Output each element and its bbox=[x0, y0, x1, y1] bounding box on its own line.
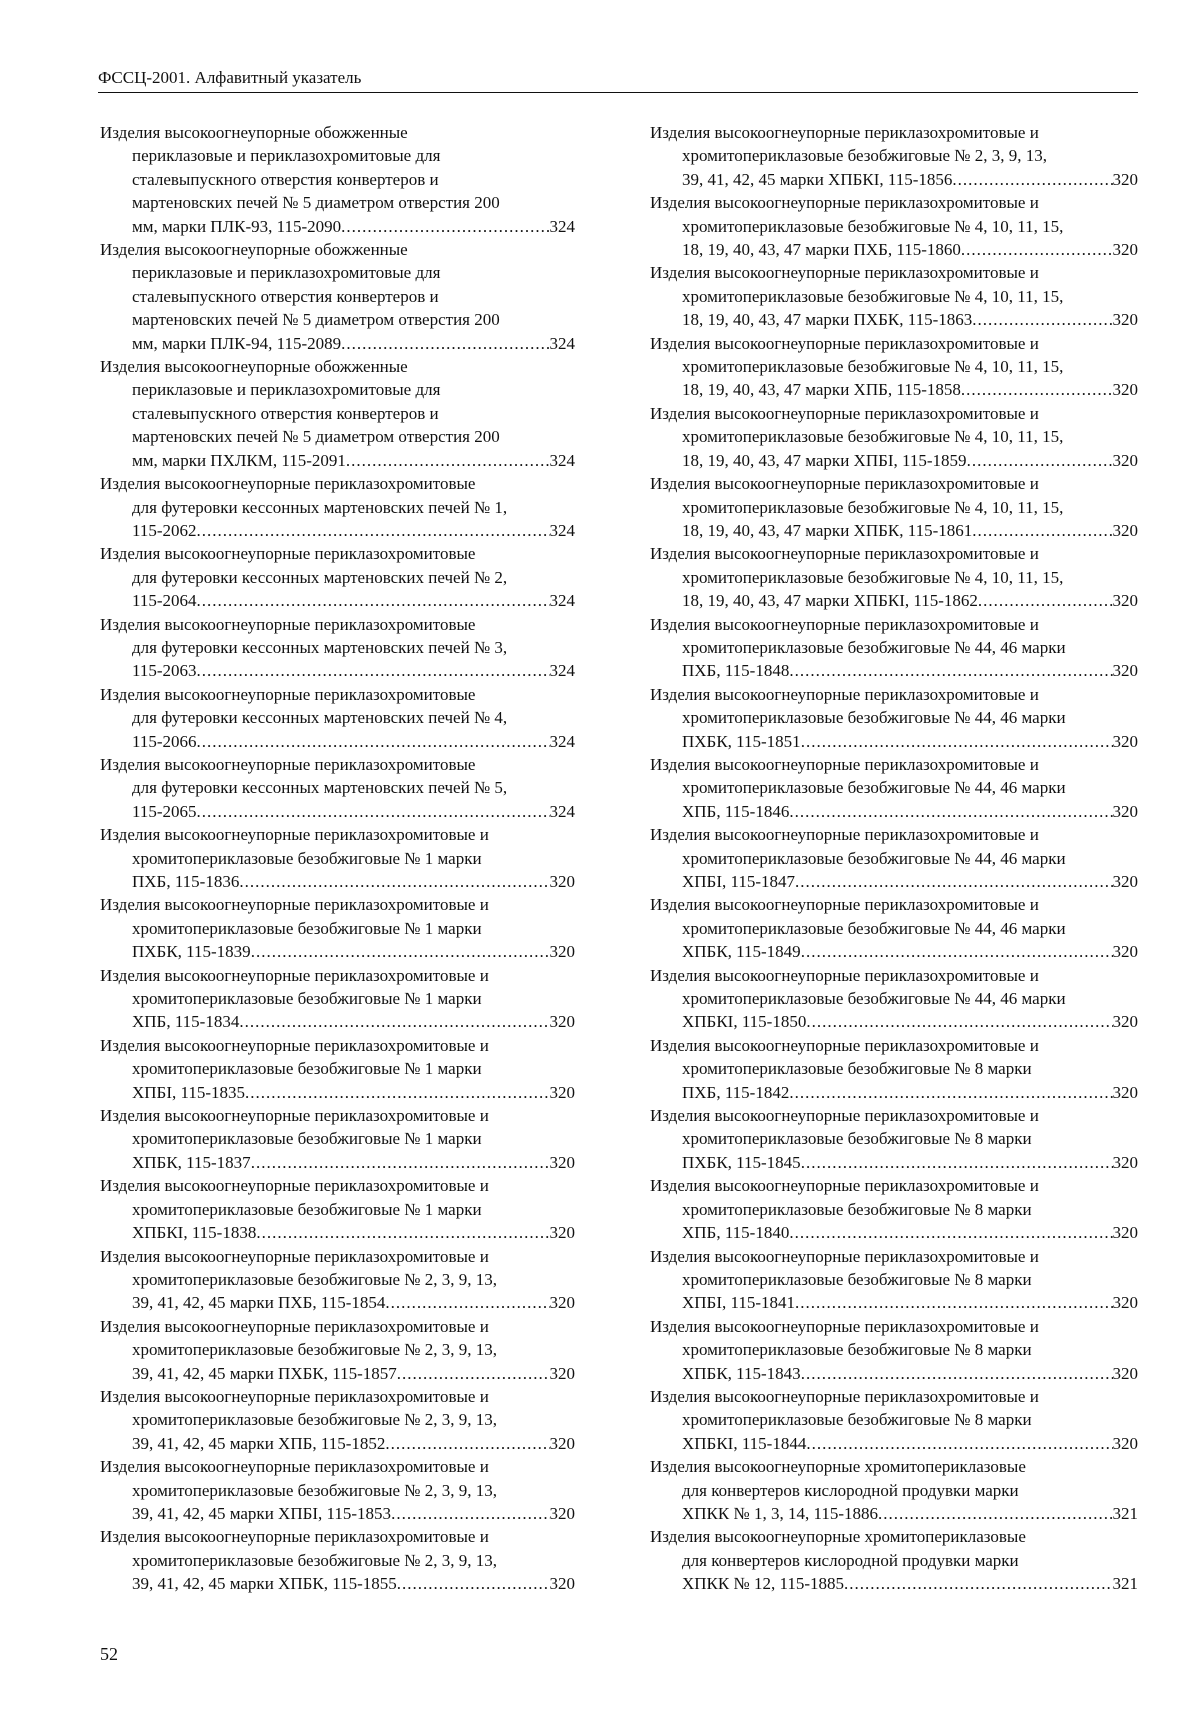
index-entry bbox=[100, 1315, 575, 1385]
entry-reference-line bbox=[650, 1221, 1138, 1244]
index-entry bbox=[100, 1034, 575, 1104]
index-entry bbox=[650, 613, 1138, 683]
dot-leader bbox=[972, 519, 1112, 542]
entry-continuation-line: сталевыпускного отверстия конвертеров и bbox=[132, 286, 439, 306]
index-entry bbox=[100, 1245, 575, 1315]
entry-reference-line bbox=[100, 940, 575, 963]
entry-continuation-line: периклазовые и периклазохромитовые для bbox=[132, 380, 441, 400]
index-entry bbox=[650, 402, 1138, 472]
index-entry bbox=[100, 1525, 575, 1595]
index-entry bbox=[650, 753, 1138, 823]
entry-heading-line: Изделия высокоогнеупорные периклазохромитовые и bbox=[650, 895, 1039, 915]
entry-heading-line: Изделия высокоогнеупорные обожженные bbox=[100, 240, 408, 260]
entry-page-number: 324 bbox=[549, 216, 575, 236]
entry-continuation-line: хромитопериклазовые безобжиговые № 8 марки bbox=[682, 1410, 1032, 1430]
entry-reference-code: ПХБ, 115-1836 bbox=[132, 872, 240, 891]
index-entry bbox=[100, 964, 575, 1034]
entry-reference-code: мм, марки ПЛК-93, 115-2090 bbox=[132, 216, 342, 236]
dot-leader bbox=[801, 940, 1113, 963]
entry-page-number: 320 bbox=[1112, 872, 1138, 891]
entry-continuation-line: хромитопериклазовые безобжиговые № 4, 10, 11, 15, bbox=[682, 216, 1064, 236]
index-entry bbox=[650, 1104, 1138, 1174]
entry-reference-line bbox=[650, 1151, 1138, 1174]
entry-heading-line: Изделия высокоогнеупорные периклазохромитовые и bbox=[650, 1386, 1039, 1406]
index-entry bbox=[100, 1104, 575, 1174]
running-header: ФССЦ-2001. Алфавитный указатель bbox=[98, 68, 362, 87]
entry-page-number: 320 bbox=[1112, 380, 1138, 400]
entry-page-number: 320 bbox=[1112, 1223, 1138, 1243]
entry-reference-code: ПХБК, 115-1851 bbox=[682, 731, 801, 751]
entry-heading-line: Изделия высокоогнеупорные периклазохромитовые и bbox=[650, 1246, 1039, 1266]
dot-leader bbox=[878, 1502, 1113, 1525]
index-entry bbox=[100, 542, 575, 612]
entry-reference-code: 39, 41, 42, 45 марки ХПБІ, 115-1853 bbox=[132, 1503, 392, 1523]
entry-page-number: 320 bbox=[549, 1152, 575, 1172]
entry-continuation-line: хромитопериклазовые безобжиговые № 8 марки bbox=[682, 1340, 1032, 1360]
entry-heading-line: Изделия высокоогнеупорные хромитопериклазовые bbox=[650, 1527, 1026, 1547]
entry-page-number: 324 bbox=[549, 520, 575, 540]
entry-heading-line: Изделия высокоогнеупорные периклазохромитовые и bbox=[100, 1035, 489, 1055]
entry-continuation-line: хромитопериклазовые безобжиговые № 1 марки bbox=[132, 848, 482, 868]
entry-heading-line: Изделия высокоогнеупорные периклазохромитовые и bbox=[650, 193, 1039, 213]
entry-reference-line bbox=[100, 1221, 575, 1244]
dot-leader bbox=[801, 1362, 1113, 1385]
index-entry bbox=[100, 753, 575, 823]
dot-leader bbox=[789, 1081, 1112, 1104]
entry-reference-line bbox=[100, 800, 575, 823]
entry-page-number: 321 bbox=[1112, 1503, 1138, 1523]
index-entry bbox=[650, 1455, 1138, 1525]
entry-reference-code: ХПБКІ, 115-1844 bbox=[682, 1433, 807, 1453]
entry-continuation-line: хромитопериклазовые безобжиговые № 44, 46 марки bbox=[682, 848, 1066, 868]
entry-page-number: 320 bbox=[549, 1503, 575, 1523]
entry-reference-line bbox=[650, 238, 1138, 261]
dot-leader bbox=[801, 730, 1113, 753]
entry-reference-code: ХПБ, 115-1846 bbox=[682, 801, 790, 821]
entry-reference-line bbox=[650, 589, 1138, 612]
dot-leader bbox=[795, 870, 1112, 893]
entry-reference-code: 39, 41, 42, 45 марки ХПБК, 115-1855 bbox=[132, 1574, 397, 1594]
entry-continuation-line: хромитопериклазовые безобжиговые № 8 марки bbox=[682, 1199, 1032, 1219]
entry-reference-line bbox=[650, 730, 1138, 753]
dot-leader bbox=[256, 1221, 549, 1244]
entry-page-number: 324 bbox=[549, 801, 575, 821]
dot-leader bbox=[239, 870, 549, 893]
entry-continuation-line: хромитопериклазовые безобжиговые № 44, 46 марки bbox=[682, 637, 1066, 657]
entry-reference-code: ХПКК № 1, 3, 14, 115-1886 bbox=[682, 1503, 878, 1523]
entry-reference-code: ХПБ, 115-1834 bbox=[132, 1012, 240, 1032]
entry-reference-line bbox=[650, 1291, 1138, 1314]
dot-leader bbox=[972, 308, 1112, 331]
entry-page-number: 320 bbox=[1112, 1433, 1138, 1453]
entry-heading-line: Изделия высокоогнеупорные периклазохромитовые bbox=[100, 474, 476, 494]
index-entry bbox=[650, 893, 1138, 963]
entry-heading-line: Изделия высокоогнеупорные периклазохромитовые и bbox=[650, 684, 1039, 704]
entry-reference-line bbox=[650, 940, 1138, 963]
entry-reference-line bbox=[650, 1010, 1138, 1033]
entry-continuation-line: периклазовые и периклазохромитовые для bbox=[132, 263, 441, 283]
entry-reference-code: 115-2064 bbox=[132, 591, 197, 611]
dot-leader bbox=[789, 659, 1112, 682]
index-entry bbox=[650, 1385, 1138, 1455]
dot-leader bbox=[197, 519, 550, 542]
entry-continuation-line: мартеновских печей № 5 диаметром отверстия 200 bbox=[132, 427, 500, 447]
entry-heading-line: Изделия высокоогнеупорные периклазохромитовые и bbox=[100, 1246, 489, 1266]
entry-reference-line bbox=[100, 1081, 575, 1104]
entry-continuation-line: хромитопериклазовые безобжиговые № 44, 46 марки bbox=[682, 778, 1066, 798]
entry-page-number: 320 bbox=[1112, 450, 1138, 470]
dot-leader bbox=[844, 1572, 1113, 1595]
index-entry bbox=[650, 1245, 1138, 1315]
entry-heading-line: Изделия высокоогнеупорные периклазохромитовые и bbox=[100, 895, 489, 915]
entry-page-number: 320 bbox=[549, 1012, 575, 1032]
index-entry bbox=[650, 1315, 1138, 1385]
entry-reference-code: 115-2065 bbox=[132, 801, 197, 821]
dot-leader bbox=[801, 1151, 1113, 1174]
entry-heading-line: Изделия высокоогнеупорные периклазохромитовые bbox=[100, 684, 476, 704]
entry-continuation-line: хромитопериклазовые безобжиговые № 8 марки bbox=[682, 1269, 1032, 1289]
entry-heading-line: Изделия высокоогнеупорные периклазохромитовые и bbox=[650, 403, 1039, 423]
entry-continuation-line: сталевыпускного отверстия конвертеров и bbox=[132, 169, 439, 189]
dot-leader bbox=[385, 1432, 549, 1455]
entry-reference-line bbox=[650, 800, 1138, 823]
entry-page-number: 320 bbox=[1112, 661, 1138, 681]
dot-leader bbox=[197, 589, 550, 612]
entry-continuation-line: хромитопериклазовые безобжиговые № 4, 10, 11, 15, bbox=[682, 567, 1064, 587]
entry-heading-line: Изделия высокоогнеупорные периклазохромитовые и bbox=[650, 614, 1039, 634]
index-entry bbox=[650, 1525, 1138, 1595]
dot-leader bbox=[346, 449, 550, 472]
entry-heading-line: Изделия высокоогнеупорные хромитопериклазовые bbox=[650, 1457, 1026, 1477]
entry-reference-code: 18, 19, 40, 43, 47 марки ПХБК, 115-1863 bbox=[682, 310, 973, 330]
index-entry bbox=[100, 121, 575, 238]
entry-continuation-line: для футеровки кессонных мартеновских печей № 5, bbox=[132, 778, 508, 798]
dot-leader bbox=[341, 332, 549, 355]
entry-continuation-line: для футеровки кессонных мартеновских печей № 3, bbox=[132, 637, 508, 657]
entry-continuation-line: хромитопериклазовые безобжиговые № 4, 10, 11, 15, bbox=[682, 286, 1064, 306]
index-entry bbox=[100, 823, 575, 893]
index-entry bbox=[100, 893, 575, 963]
dot-leader bbox=[967, 449, 1113, 472]
page-number: 52 bbox=[100, 1644, 118, 1664]
entry-page-number: 320 bbox=[1112, 1082, 1138, 1102]
dot-leader bbox=[251, 1151, 550, 1174]
entry-continuation-line: для футеровки кессонных мартеновских печей № 4, bbox=[132, 708, 508, 728]
entry-reference-code: мм, марки ПЛК-94, 115-2089 bbox=[132, 333, 342, 353]
entry-reference-code: 39, 41, 42, 45 марки ПХБ, 115-1854 bbox=[132, 1293, 386, 1313]
dot-leader bbox=[239, 1010, 549, 1033]
entry-continuation-line: хромитопериклазовые безобжиговые № 2, 3, 9, 13, bbox=[682, 146, 1048, 166]
entry-heading-line: Изделия высокоогнеупорные периклазохромитовые и bbox=[650, 965, 1039, 985]
entry-heading-line: Изделия высокоогнеупорные периклазохромитовые и bbox=[650, 1106, 1039, 1126]
entry-heading-line: Изделия высокоогнеупорные периклазохромитовые и bbox=[650, 825, 1039, 845]
entry-continuation-line: хромитопериклазовые безобжиговые № 1 марки bbox=[132, 918, 482, 938]
entry-page-number: 320 bbox=[1112, 169, 1138, 189]
entry-reference-line bbox=[100, 1362, 575, 1385]
entry-reference-code: 39, 41, 42, 45 марки ХПБКІ, 115-1856 bbox=[682, 169, 953, 189]
entry-page-number: 324 bbox=[549, 591, 575, 611]
entry-page-number: 320 bbox=[549, 942, 575, 962]
entry-reference-line bbox=[100, 730, 575, 753]
entry-page-number: 320 bbox=[549, 1433, 575, 1453]
entry-reference-code: ХПБК, 115-1843 bbox=[682, 1363, 801, 1383]
entry-continuation-line: для конвертеров кислородной продувки марки bbox=[682, 1480, 1019, 1500]
index-entry bbox=[650, 191, 1138, 261]
index-entry bbox=[100, 1174, 575, 1244]
dot-leader bbox=[397, 1572, 550, 1595]
entry-heading-line: Изделия высокоогнеупорные периклазохромитовые и bbox=[650, 544, 1039, 564]
entry-reference-line bbox=[100, 1291, 575, 1314]
entry-reference-code: ХПБІ, 115-1841 bbox=[682, 1293, 796, 1313]
index-entry bbox=[100, 683, 575, 753]
entry-page-number: 320 bbox=[549, 1293, 575, 1313]
entry-reference-code: мм, марки ПХЛКМ, 115-2091 bbox=[132, 450, 346, 470]
dot-leader bbox=[197, 800, 550, 823]
entry-heading-line: Изделия высокоогнеупорные периклазохромитовые и bbox=[100, 1527, 489, 1547]
entry-reference-line bbox=[650, 308, 1138, 331]
index-entry bbox=[650, 823, 1138, 893]
entry-heading-line: Изделия высокоогнеупорные периклазохромитовые и bbox=[100, 1106, 489, 1126]
entry-reference-line bbox=[650, 1432, 1138, 1455]
entry-continuation-line: хромитопериклазовые безобжиговые № 4, 10, 11, 15, bbox=[682, 497, 1064, 517]
dot-leader bbox=[789, 1221, 1112, 1244]
entry-reference-code: 18, 19, 40, 43, 47 марки ХПБК, 115-1861 bbox=[682, 520, 973, 540]
entry-page-number: 324 bbox=[549, 333, 575, 353]
dot-leader bbox=[397, 1362, 550, 1385]
entry-reference-code: ПХБК, 115-1839 bbox=[132, 942, 251, 962]
dot-leader bbox=[341, 215, 549, 238]
entry-continuation-line: хромитопериклазовые безобжиговые № 2, 3, 9, 13, bbox=[132, 1480, 498, 1500]
entry-heading-line: Изделия высокоогнеупорные периклазохромитовые и bbox=[100, 1457, 489, 1477]
entry-reference-code: ХПБК, 115-1849 bbox=[682, 942, 801, 962]
entry-continuation-line: хромитопериклазовые безобжиговые № 44, 46 марки bbox=[682, 918, 1066, 938]
index-entry bbox=[100, 1385, 575, 1455]
entry-continuation-line: хромитопериклазовые безобжиговые № 1 марки bbox=[132, 1199, 482, 1219]
entry-page-number: 320 bbox=[549, 1574, 575, 1594]
entry-page-number: 320 bbox=[1112, 591, 1138, 611]
entry-page-number: 320 bbox=[549, 1223, 575, 1243]
entry-continuation-line: хромитопериклазовые безобжиговые № 4, 10, 11, 15, bbox=[682, 357, 1064, 377]
entry-page-number: 320 bbox=[549, 1363, 575, 1383]
entry-page-number: 320 bbox=[549, 872, 575, 891]
entry-continuation-line: периклазовые и периклазохромитовые для bbox=[132, 146, 441, 166]
entry-continuation-line: хромитопериклазовые безобжиговые № 2, 3, 9, 13, bbox=[132, 1550, 498, 1570]
entry-continuation-line: для футеровки кессонных мартеновских печей № 1, bbox=[132, 497, 508, 517]
dot-leader bbox=[961, 378, 1113, 401]
entry-heading-line: Изделия высокоогнеупорные периклазохромитовые и bbox=[650, 333, 1039, 353]
entry-continuation-line: хромитопериклазовые безобжиговые № 44, 46 марки bbox=[682, 708, 1066, 728]
entry-reference-line bbox=[100, 1572, 575, 1595]
entry-page-number: 320 bbox=[1112, 1152, 1138, 1172]
entry-page-number: 321 bbox=[1112, 1574, 1138, 1594]
index-column-right bbox=[650, 121, 1138, 1596]
entry-page-number: 320 bbox=[1112, 520, 1138, 540]
entry-reference-code: 39, 41, 42, 45 марки ПХБК, 115-1857 bbox=[132, 1363, 397, 1383]
entry-continuation-line: хромитопериклазовые безобжиговые № 2, 3, 9, 13, bbox=[132, 1340, 498, 1360]
entry-reference-code: 115-2063 bbox=[132, 661, 197, 681]
entry-reference-code: ПХБ, 115-1848 bbox=[682, 661, 790, 681]
entry-reference-line bbox=[650, 870, 1138, 893]
index-entry bbox=[650, 121, 1138, 191]
entry-heading-line: Изделия высокоогнеупорные периклазохромитовые bbox=[100, 544, 476, 564]
dot-leader bbox=[961, 238, 1113, 261]
dot-leader bbox=[385, 1291, 549, 1314]
entry-heading-line: Изделия высокоогнеупорные периклазохромитовые и bbox=[100, 965, 489, 985]
entry-reference-code: ХПБ, 115-1840 bbox=[682, 1223, 790, 1243]
entry-reference-line bbox=[650, 1081, 1138, 1104]
entry-reference-code: 18, 19, 40, 43, 47 марки ХПБІ, 115-1859 bbox=[682, 450, 967, 470]
entry-reference-code: ХПБКІ, 115-1850 bbox=[682, 1012, 807, 1032]
entry-heading-line: Изделия высокоогнеупорные периклазохромитовые и bbox=[650, 1176, 1039, 1196]
index-entry bbox=[100, 238, 575, 355]
index-entry bbox=[650, 1174, 1138, 1244]
dot-leader bbox=[251, 940, 550, 963]
header-rule bbox=[98, 92, 1138, 93]
entry-reference-code: 18, 19, 40, 43, 47 марки ПХБ, 115-1860 bbox=[682, 240, 961, 260]
dot-leader bbox=[197, 659, 550, 682]
index-entry bbox=[650, 964, 1138, 1034]
entry-continuation-line: хромитопериклазовые безобжиговые № 8 марки bbox=[682, 1129, 1032, 1149]
entry-continuation-line: хромитопериклазовые безобжиговые № 2, 3, 9, 13, bbox=[132, 1269, 498, 1289]
entry-page-number: 320 bbox=[1112, 1293, 1138, 1313]
entry-reference-line bbox=[650, 378, 1138, 401]
entry-reference-code: 18, 19, 40, 43, 47 марки ХПБКІ, 115-1862 bbox=[682, 591, 978, 611]
entry-reference-line bbox=[650, 659, 1138, 682]
entry-continuation-line: для футеровки кессонных мартеновских печей № 2, bbox=[132, 567, 508, 587]
dot-leader bbox=[806, 1432, 1112, 1455]
entry-reference-code: ХПКК № 12, 115-1885 bbox=[682, 1574, 844, 1594]
entry-continuation-line: сталевыпускного отверстия конвертеров и bbox=[132, 403, 439, 423]
entry-reference-line bbox=[650, 1362, 1138, 1385]
entry-heading-line: Изделия высокоогнеупорные периклазохромитовые и bbox=[650, 123, 1039, 142]
index-entry bbox=[100, 355, 575, 472]
entry-reference-code: ХПБІ, 115-1835 bbox=[132, 1082, 246, 1102]
entry-reference-code: ХПБКІ, 115-1838 bbox=[132, 1223, 257, 1243]
entry-page-number: 320 bbox=[1112, 942, 1138, 962]
entry-heading-line: Изделия высокоогнеупорные обожженные bbox=[100, 123, 408, 142]
entry-heading-line: Изделия высокоогнеупорные периклазохромитовые и bbox=[100, 1316, 489, 1336]
entry-page-number: 320 bbox=[549, 1082, 575, 1102]
entry-heading-line: Изделия высокоогнеупорные периклазохромитовые и bbox=[650, 1316, 1039, 1336]
entry-reference-line bbox=[100, 519, 575, 542]
index-entry bbox=[650, 542, 1138, 612]
entry-continuation-line: хромитопериклазовые безобжиговые № 4, 10, 11, 15, bbox=[682, 427, 1064, 447]
dot-leader bbox=[391, 1502, 549, 1525]
entry-reference-line bbox=[650, 168, 1138, 191]
entry-heading-line: Изделия высокоогнеупорные периклазохромитовые bbox=[100, 754, 476, 774]
entry-reference-code: 39, 41, 42, 45 марки ХПБ, 115-1852 bbox=[132, 1433, 386, 1453]
entry-continuation-line: хромитопериклазовые безобжиговые № 44, 46 марки bbox=[682, 989, 1066, 1009]
entry-reference-code: ХПБІ, 115-1847 bbox=[682, 872, 796, 891]
entry-continuation-line: хромитопериклазовые безобжиговые № 1 марки bbox=[132, 1059, 482, 1079]
index-entry bbox=[650, 1034, 1138, 1104]
entry-continuation-line: хромитопериклазовые безобжиговые № 1 марки bbox=[132, 1129, 482, 1149]
entry-continuation-line: для конвертеров кислородной продувки марки bbox=[682, 1550, 1019, 1570]
index-entry bbox=[650, 472, 1138, 542]
entry-reference-line bbox=[100, 449, 575, 472]
entry-heading-line: Изделия высокоогнеупорные обожженные bbox=[100, 357, 408, 377]
index-entry bbox=[100, 613, 575, 683]
entry-reference-line bbox=[100, 1010, 575, 1033]
entry-page-number: 324 bbox=[549, 731, 575, 751]
entry-continuation-line: хромитопериклазовые безобжиговые № 1 марки bbox=[132, 989, 482, 1009]
entry-reference-line bbox=[650, 449, 1138, 472]
entry-heading-line: Изделия высокоогнеупорные периклазохромитовые и bbox=[650, 754, 1039, 774]
entry-page-number: 320 bbox=[1112, 731, 1138, 751]
entry-continuation-line: хромитопериклазовые безобжиговые № 8 марки bbox=[682, 1059, 1032, 1079]
entry-continuation-line: мартеновских печей № 5 диаметром отверстия 200 bbox=[132, 193, 500, 213]
entry-page-number: 320 bbox=[1112, 801, 1138, 821]
index-entry bbox=[100, 1455, 575, 1525]
entry-page-number: 320 bbox=[1112, 1363, 1138, 1383]
entry-reference-line bbox=[100, 659, 575, 682]
entry-page-number: 320 bbox=[1112, 240, 1138, 260]
entry-continuation-line: хромитопериклазовые безобжиговые № 2, 3, 9, 13, bbox=[132, 1410, 498, 1430]
entry-reference-line bbox=[100, 1432, 575, 1455]
dot-leader bbox=[806, 1010, 1112, 1033]
entry-heading-line: Изделия высокоогнеупорные периклазохромитовые и bbox=[100, 1176, 489, 1196]
entry-heading-line: Изделия высокоогнеупорные периклазохромитовые bbox=[100, 614, 476, 634]
entry-heading-line: Изделия высокоогнеупорные периклазохромитовые и bbox=[650, 1035, 1039, 1055]
entry-reference-code: 115-2062 bbox=[132, 520, 197, 540]
dot-leader bbox=[952, 168, 1112, 191]
dot-leader bbox=[795, 1291, 1112, 1314]
entry-reference-code: 18, 19, 40, 43, 47 марки ХПБ, 115-1858 bbox=[682, 380, 961, 400]
entry-reference-code: 115-2066 bbox=[132, 731, 197, 751]
entry-page-number: 320 bbox=[1112, 310, 1138, 330]
index-entry bbox=[650, 261, 1138, 331]
entry-reference-code: ХПБК, 115-1837 bbox=[132, 1152, 251, 1172]
entry-reference-line bbox=[100, 332, 575, 355]
entry-page-number: 324 bbox=[549, 661, 575, 681]
entry-heading-line: Изделия высокоогнеупорные периклазохромитовые и bbox=[100, 1386, 489, 1406]
entry-heading-line: Изделия высокоогнеупорные периклазохромитовые и bbox=[650, 474, 1039, 494]
dot-leader bbox=[789, 800, 1112, 823]
entry-reference-line bbox=[100, 215, 575, 238]
dot-leader bbox=[245, 1081, 549, 1104]
entry-reference-code: ПХБ, 115-1842 bbox=[682, 1082, 790, 1102]
index-entry bbox=[650, 683, 1138, 753]
entry-reference-line bbox=[650, 519, 1138, 542]
entry-reference-code: ПХБК, 115-1845 bbox=[682, 1152, 801, 1172]
entry-reference-line bbox=[100, 870, 575, 893]
dot-leader bbox=[978, 589, 1113, 612]
entry-heading-line: Изделия высокоогнеупорные периклазохромитовые и bbox=[650, 263, 1039, 283]
entry-continuation-line: мартеновских печей № 5 диаметром отверстия 200 bbox=[132, 310, 500, 330]
entry-page-number: 324 bbox=[549, 450, 575, 470]
index-entry bbox=[100, 472, 575, 542]
entry-page-number: 320 bbox=[1112, 1012, 1138, 1032]
index-column-left bbox=[100, 121, 575, 1596]
entry-reference-line bbox=[650, 1502, 1138, 1525]
entry-reference-line bbox=[100, 1502, 575, 1525]
index-entry bbox=[650, 332, 1138, 402]
entry-reference-line bbox=[100, 1151, 575, 1174]
entry-reference-line bbox=[650, 1572, 1138, 1595]
entry-heading-line: Изделия высокоогнеупорные периклазохромитовые и bbox=[100, 825, 489, 845]
entry-reference-line bbox=[100, 589, 575, 612]
dot-leader bbox=[197, 730, 550, 753]
